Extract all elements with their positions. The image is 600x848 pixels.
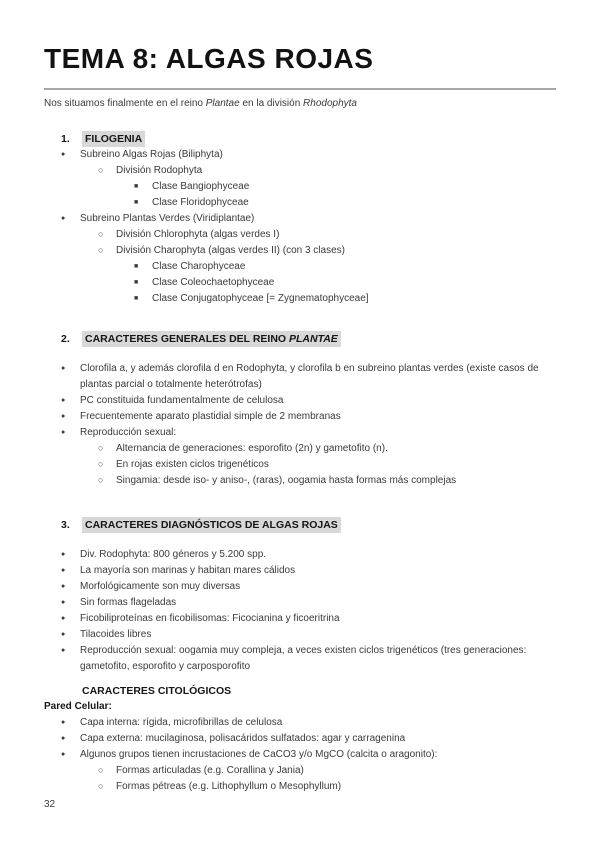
section-heading-latin: PLANTAE bbox=[289, 333, 338, 345]
list-item-text: División Charophyta (algas verdes II) (con 3 clases) bbox=[116, 245, 345, 256]
circle-bullet-icon bbox=[98, 473, 116, 488]
page-title: TEMA 8: ALGAS ROJAS bbox=[44, 43, 374, 74]
square-bullet-icon bbox=[134, 195, 152, 211]
list-item-text: Algunos grupos tienen incrustaciones de CaCO3 y/o MgCO (calcita o aragonito): bbox=[80, 749, 438, 760]
list-item-text: PC constituida fundamentalmente de celulosa bbox=[80, 395, 284, 406]
pared-celular-label: Pared Celular: bbox=[44, 701, 112, 712]
list-item bbox=[44, 409, 556, 425]
list-item-text: Clase Bangiophyceae bbox=[152, 181, 250, 192]
list-item bbox=[44, 473, 556, 489]
list-item bbox=[44, 547, 556, 563]
list-item-text: Clase Floridophyceae bbox=[152, 197, 249, 208]
bullet-icon bbox=[61, 147, 80, 163]
bullet-icon bbox=[61, 731, 80, 747]
list-item bbox=[44, 643, 556, 675]
bullet-icon bbox=[61, 747, 80, 763]
list-item-text: Morfológicamente son muy diversas bbox=[80, 581, 241, 592]
list-item bbox=[44, 779, 556, 795]
list-item-text: Clase Coleochaetophyceae bbox=[152, 277, 275, 288]
circle-bullet-icon bbox=[98, 227, 116, 242]
bullet-icon bbox=[61, 547, 80, 563]
section-heading-text: CARACTERES DIAGNÓSTICOS DE ALGAS ROJAS bbox=[82, 517, 341, 533]
list-item bbox=[44, 763, 556, 779]
list-item bbox=[44, 595, 556, 611]
section-heading bbox=[44, 517, 556, 533]
list-item-text: Alternancia de generaciones: esporofito (2n) y gametofito (n). bbox=[116, 443, 388, 454]
intro-text: en la división bbox=[239, 98, 304, 109]
list-item-text: Subreino Algas Rojas (Biliphyta) bbox=[80, 149, 223, 160]
list-item-text: Singamia: desde iso- y aniso-, (raras), oogamia hasta formas más complejas bbox=[116, 475, 457, 486]
circle-bullet-icon bbox=[98, 457, 116, 472]
list-item-text: Subreino Plantas Verdes (Viridiplantae) bbox=[80, 213, 255, 224]
section-number: 2. bbox=[61, 333, 70, 345]
list-item-text: Tilacoides libres bbox=[80, 629, 152, 640]
bullet-list bbox=[44, 147, 556, 307]
bullet-icon bbox=[61, 595, 80, 611]
circle-bullet-icon bbox=[98, 779, 116, 794]
bullet-icon bbox=[61, 393, 80, 409]
bullet-icon bbox=[61, 579, 80, 595]
section-caracteres-generales bbox=[44, 331, 556, 489]
list-item-text: En rojas existen ciclos trigenéticos bbox=[116, 459, 269, 470]
list-item bbox=[44, 425, 556, 441]
bullet-list bbox=[44, 361, 556, 489]
section-heading bbox=[44, 131, 556, 147]
list-item-text: Clase Conjugatophyceae [= Zygnematophyceae] bbox=[152, 293, 369, 304]
list-item-text: Clase Charophyceae bbox=[152, 261, 246, 272]
list-item-text: Clorofila a, y además clorofila d en Rodophyta, y clorofila b en subreino plantas verdes (existe casos de plantas parcial o totalmente heterótrofas) bbox=[80, 363, 539, 390]
list-item bbox=[44, 291, 556, 307]
list-item-text: La mayoría son marinas y habitan mares cálidos bbox=[80, 565, 296, 576]
intro-latin-name-plantae: Plantae bbox=[205, 98, 240, 109]
list-item-text: Formas articuladas (e.g. Corallina y Jania) bbox=[116, 765, 304, 776]
list-item bbox=[44, 243, 556, 259]
list-item bbox=[44, 563, 556, 579]
square-bullet-icon bbox=[134, 291, 152, 307]
list-item bbox=[44, 179, 556, 195]
list-item-text: Ficobiliproteínas en ficobilisomas: Ficocianina y ficoeritrina bbox=[80, 613, 340, 624]
circle-bullet-icon bbox=[98, 163, 116, 178]
list-item-text: Sin formas flageladas bbox=[80, 597, 177, 608]
intro-latin-name-rhodophyta: Rhodophyta bbox=[303, 98, 357, 109]
list-item-text: Reproducción sexual: oogamia muy compleja, a veces existen ciclos trigenéticos (tres generaciones: gametofito, esporofito y carposporofito bbox=[80, 645, 527, 672]
section-caracteres-diagnosticos bbox=[44, 517, 556, 675]
square-bullet-icon bbox=[134, 179, 152, 195]
bullet-icon bbox=[61, 361, 80, 377]
section-number: 3. bbox=[61, 519, 70, 531]
list-item bbox=[44, 361, 556, 393]
circle-bullet-icon bbox=[98, 441, 116, 456]
list-item-text: Capa externa: mucilaginosa, polisacáridos sulfatados: agar y carragenina bbox=[80, 733, 406, 744]
intro-paragraph bbox=[44, 97, 556, 111]
bullet-icon bbox=[61, 627, 80, 643]
subsection-heading: CARACTERES CITOLÓGICOS bbox=[82, 685, 232, 697]
section-heading bbox=[44, 331, 556, 347]
list-item bbox=[44, 275, 556, 291]
list-item-text: Div. Rodophyta: 800 géneros y 5.200 spp. bbox=[80, 549, 267, 560]
bullet-list bbox=[44, 547, 556, 675]
list-item-text: Formas pétreas (e.g. Lithophyllum o Mesophyllum) bbox=[116, 781, 342, 792]
bullet-list bbox=[44, 715, 556, 795]
square-bullet-icon bbox=[134, 275, 152, 291]
list-item bbox=[44, 195, 556, 211]
bullet-icon bbox=[61, 611, 80, 627]
list-item bbox=[44, 747, 556, 763]
list-item-text: Capa interna: rígida, microfibrillas de celulosa bbox=[80, 717, 283, 728]
list-item bbox=[44, 731, 556, 747]
list-item-text: Reproducción sexual: bbox=[80, 427, 177, 438]
list-item bbox=[44, 611, 556, 627]
title-divider bbox=[44, 88, 556, 90]
section-heading-text bbox=[82, 331, 341, 347]
bullet-icon bbox=[61, 715, 80, 731]
list-item bbox=[44, 441, 556, 457]
list-item bbox=[44, 579, 556, 595]
intro-text: Nos situamos finalmente en el reino bbox=[44, 98, 206, 109]
list-item bbox=[44, 715, 556, 731]
bullet-icon bbox=[61, 425, 80, 441]
section-heading-text: FILOGENIA bbox=[82, 131, 145, 147]
list-item bbox=[44, 227, 556, 243]
list-item bbox=[44, 211, 556, 227]
bullet-icon bbox=[61, 409, 80, 425]
list-item bbox=[44, 259, 556, 275]
list-item bbox=[44, 457, 556, 473]
bullet-icon bbox=[61, 643, 80, 659]
subsection-caracteres-citologicos bbox=[44, 683, 556, 795]
bullet-icon bbox=[61, 563, 80, 579]
section-filogenia bbox=[44, 131, 556, 307]
list-item bbox=[44, 163, 556, 179]
list-item-text: Frecuentemente aparato plastidial simple de 2 membranas bbox=[80, 411, 341, 422]
circle-bullet-icon bbox=[98, 763, 116, 778]
list-item bbox=[44, 147, 556, 163]
page-number: 32 bbox=[44, 799, 56, 810]
list-item-text: División Rodophyta bbox=[116, 165, 203, 176]
list-item bbox=[44, 393, 556, 409]
list-item-text: División Chlorophyta (algas verdes I) bbox=[116, 229, 280, 240]
circle-bullet-icon bbox=[98, 243, 116, 258]
list-item bbox=[44, 627, 556, 643]
section-number: 1. bbox=[61, 133, 70, 145]
square-bullet-icon bbox=[134, 259, 152, 275]
section-heading-main: CARACTERES GENERALES DEL REINO bbox=[85, 333, 289, 345]
bullet-icon bbox=[61, 211, 80, 227]
